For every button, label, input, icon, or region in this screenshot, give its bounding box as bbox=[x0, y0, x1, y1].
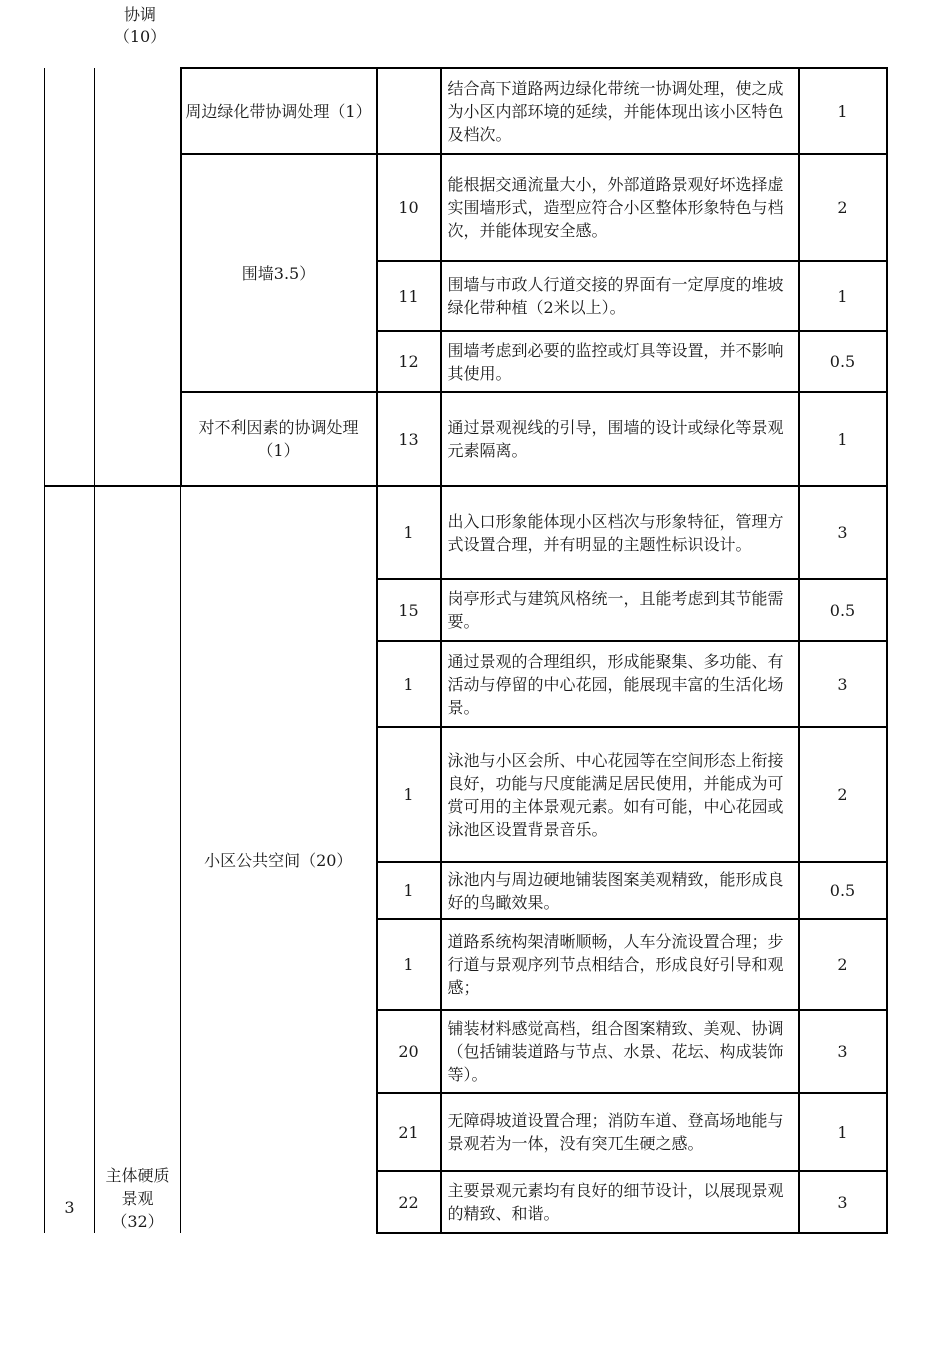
score-cell: 3 bbox=[799, 1010, 887, 1093]
category-line2: 景观 bbox=[121, 1189, 154, 1208]
table-row bbox=[45, 486, 887, 579]
desc-cell: 铺装材料感觉高档，组合图案精致、美观、协调（包括铺装道路与节点、水景、花坛、构成装饰等）。 bbox=[441, 1010, 799, 1093]
desc-cell: 出入口形象能体现小区档次与形象特征，管理方式设置合理，并有明显的主题性标识设计。 bbox=[441, 486, 799, 579]
item-cell: 对不利因素的协调处理（1） bbox=[181, 392, 377, 486]
desc-cell: 围墙与市政人行道交接的界面有一定厚度的堆坡绿化带种植（2米以上）。 bbox=[441, 261, 799, 331]
item-cell: 小区公共空间（20） bbox=[181, 486, 377, 1233]
seq-cell bbox=[45, 68, 95, 486]
score-cell: 0.5 bbox=[799, 331, 887, 392]
score-cell: 0.5 bbox=[799, 579, 887, 641]
category-fragment-line1: 协调 bbox=[123, 5, 156, 24]
no-cell: 15 bbox=[377, 579, 441, 641]
score-cell: 1 bbox=[799, 1093, 887, 1171]
score-cell: 2 bbox=[799, 154, 887, 261]
no-cell: 21 bbox=[377, 1093, 441, 1171]
table-row bbox=[45, 68, 887, 154]
no-cell: 12 bbox=[377, 331, 441, 392]
no-cell: 1 bbox=[377, 862, 441, 919]
desc-cell: 泳池与小区会所、中心花园等在空间形态上衔接良好，功能与尺度能满足居民使用，并能成为可赏可用的主体景观元素。如有可能，中心花园或泳池区设置背景音乐。 bbox=[441, 727, 799, 862]
no-cell: 22 bbox=[377, 1171, 441, 1233]
desc-cell: 道路系统构架清晰顺畅，人车分流设置合理；步行道与景观序列节点相结合，形成良好引导和观感； bbox=[441, 919, 799, 1010]
desc-cell: 主要景观元素均有良好的细节设计，以展现景观的精致、和谐。 bbox=[441, 1171, 799, 1233]
score-cell: 1 bbox=[799, 392, 887, 486]
seq-cell bbox=[45, 486, 95, 1233]
desc-cell: 结合高下道路两边绿化带统一协调处理，使之成为小区内部环境的延续，并能体现出该小区特色及档次。 bbox=[441, 68, 799, 154]
category-line3: （32） bbox=[111, 1212, 164, 1231]
desc-cell: 通过景观视线的引导，围墙的设计或绿化等景观元素隔离。 bbox=[441, 392, 799, 486]
category-fragment-line2: （10） bbox=[113, 27, 167, 46]
desc-cell: 通过景观的合理组织，形成能聚集、多功能、有活动与停留的中心花园，能展现丰富的生活化场景。 bbox=[441, 641, 799, 727]
no-cell: 13 bbox=[377, 392, 441, 486]
no-cell: 1 bbox=[377, 727, 441, 862]
score-cell: 0.5 bbox=[799, 862, 887, 919]
no-cell: 1 bbox=[377, 919, 441, 1010]
score-cell: 2 bbox=[799, 727, 887, 862]
category-cell bbox=[95, 486, 181, 1233]
no-cell: 11 bbox=[377, 261, 441, 331]
no-cell: 1 bbox=[377, 641, 441, 727]
category-fragment bbox=[100, 4, 180, 48]
evaluation-table bbox=[44, 67, 888, 1234]
no-cell: 10 bbox=[377, 154, 441, 261]
item-cell: 围墙3.5） bbox=[181, 154, 377, 392]
no-cell bbox=[377, 68, 441, 154]
category-line1: 主体硬质 bbox=[105, 1166, 170, 1185]
desc-cell: 无障碍坡道设置合理；消防车道、登高场地能与景观若为一体，没有突兀生硬之感。 bbox=[441, 1093, 799, 1171]
score-cell: 3 bbox=[799, 486, 887, 579]
seq-value: 3 bbox=[64, 1198, 75, 1217]
score-cell: 1 bbox=[799, 261, 887, 331]
score-cell: 3 bbox=[799, 1171, 887, 1233]
desc-cell: 能根据交通流量大小，外部道路景观好坏选择虚实围墙形式，造型应符合小区整体形象特色与档次，并能体现安全感。 bbox=[441, 154, 799, 261]
category-cell bbox=[95, 68, 181, 486]
score-cell: 2 bbox=[799, 919, 887, 1010]
score-cell: 1 bbox=[799, 68, 887, 154]
item-cell: 周边绿化带协调处理（1） bbox=[181, 68, 377, 154]
score-cell: 3 bbox=[799, 641, 887, 727]
no-cell: 20 bbox=[377, 1010, 441, 1093]
no-cell: 1 bbox=[377, 486, 441, 579]
desc-cell: 泳池内与周边硬地铺装图案美观精致，能形成良好的鸟瞰效果。 bbox=[441, 862, 799, 919]
desc-cell: 围墙考虑到必要的监控或灯具等设置，并不影响其使用。 bbox=[441, 331, 799, 392]
desc-cell: 岗亭形式与建筑风格统一，且能考虑到其节能需要。 bbox=[441, 579, 799, 641]
